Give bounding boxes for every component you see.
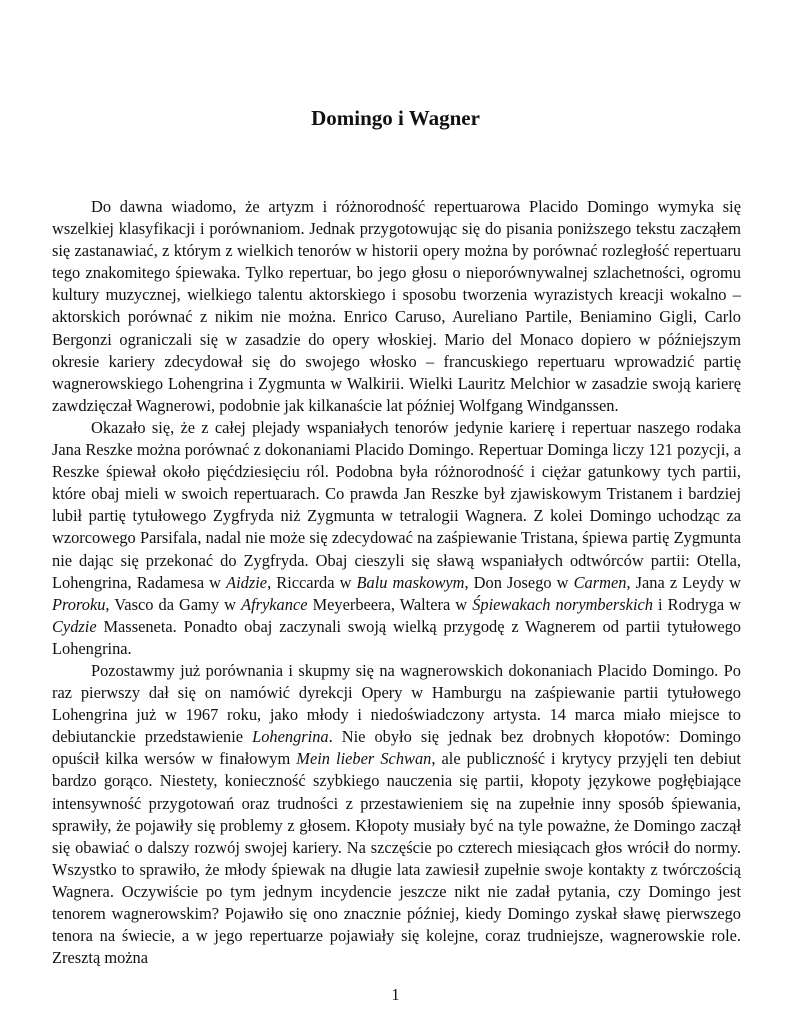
text-run: , Riccarda w bbox=[267, 572, 357, 592]
italic-run: Śpiewakach norymberskich bbox=[472, 594, 653, 614]
paragraph bbox=[52, 417, 741, 660]
text-run: Pozostawmy już porównania i skupmy się na wagnerowskich dokonaniach Placido Domingo. Po raz pierwszy dał się on namówić dyrekcji Opery w Hamburgu na zaśpiewanie partii tytułowego Lohengrina już w 1967 roku, jako młody i niedoświadczony artysta. 14 marca miało miejsce to debiutanckie przedstawienie bbox=[52, 660, 741, 747]
text-run: Okazało się, że z całej plejady wspaniałych tenorów jedynie karierę i repertuar naszego rodaka Jana Reszke można porównać z dokonaniami Placido Domingo. Repertuar Dominga liczy 121 pozycji, a Reszke śpiewał około pięćdziesięciu ról. Podobna była różnorodność i ciężar gatunkowy tych partii, które obaj mieli w swoich repertuarach. Co prawda Jan Reszke był zjawiskowym Tristanem i bardziej lubił partię tytułowego Zygfryda niż Zygmunta w tetralogii Wagnera. Z kolei Domingo uchodząc za wzorcowego Parsifala, nadal nie może się zdecydować na zaśpiewanie Tristana, śpiewa partię Zygmunta nie dając się przekonać do Zygfryda. Obaj cieszyli się sławą wspaniałych odtwórców partii: Otella, Lohengrina, Radamesa w bbox=[52, 417, 741, 592]
italic-run: Aidzie bbox=[226, 572, 268, 592]
text-run: Meyerbeera, Waltera w bbox=[307, 594, 473, 614]
text-run: Masseneta. Ponadto obaj zaczynali swoją wielką przygodę z Wagnerem od partii tytułowego Lohengrina. bbox=[52, 616, 741, 658]
italic-run: Lohengrina bbox=[252, 727, 329, 747]
text-run: , Vasco da Gamy w bbox=[105, 594, 242, 614]
paragraph bbox=[52, 196, 741, 417]
page-number: 1 bbox=[391, 985, 400, 1004]
italic-run: Cydzie bbox=[52, 616, 97, 636]
article-body bbox=[52, 196, 741, 969]
text-run: , Don Josego w bbox=[464, 572, 574, 592]
page-title: Domingo i Wagner bbox=[311, 106, 480, 130]
text-run: . Nie obyło się jednak bez drobnych kłopotów: Domingo opuścił kilka wersów w finałowym bbox=[52, 727, 741, 769]
text-run: Do dawna wiadomo, że artyzm i różnorodność repertuarowa Placido Domingo wymyka się wszelkiej klasyfikacji i porównaniom. Jednak przygotowując się do pisania poniższego tekstu zacząłem się zastanawiać, z którym z wielkich tenorów w historii opery można by porównać rozległość repertuaru tego znakomitego śpiewaka. Tylko repertuar, bo jego głosu o nieporównywalnej szlachetności, ogromu kultury muzycznej, wielkiego talentu aktorskiego i sposobu tworzenia wyrazistych kreacji wokalno – aktorskich porównać z nikim nie można. Enrico Caruso, Aureliano Partile, Beniamino Gigli, Carlo Bergonzi ograniczali się w zasadzie do opery włoskiej. Mario del Monaco dopiero w późniejszym okresie kariery zdecydował się do swojego włosko – francuskiego repertuaru wprowadzić partię wagnerowskiego Lohengrina i Zygmunta w Walkirii. Wielki Lauritz Melchior w zasadzie swoją karierę zawdzięczał Wagnerowi, podobnie jak kilkanaście lat później Wolfgang Windganssen. bbox=[52, 197, 741, 415]
italic-run: Afrykance bbox=[241, 594, 308, 614]
text-run: , Jana z Leydy w bbox=[626, 572, 741, 592]
text-run: , ale publiczność i krytycy przyjęli ten debiut bardzo gorąco. Niestety, konieczność szybkiego nauczenia się partii, kłopoty językowe pogłębiające intensywność przygotowań oraz trudności z przestawieniem się na zupełnie inny sposób śpiewania, sprawiły, że pojawiły się problemy z głosem. Kłopoty musiały być na tyle poważne, że Domingo zaczął się obawiać o dalszy rozwój swojej kariery. Na szczęście po czterech miesiącach głos wrócił do normy. Wszystko to sprawiło, że młody śpiewak na długie lata zawiesił zupełnie swoje kontakty z twórczością Wagnera. Oczywiście po tym jednym incydencie jeszcze nikt nie zadał pytania, czy Domingo jest tenorem wagnerowskim? Pojawiło się ono znacznie później, kiedy Domingo zyskał sławę pierwszego tenora na świecie, a w jego repertuarze pojawiały się kolejne, coraz trudniejsze, wagnerowskie role. Zresztą można bbox=[52, 749, 741, 968]
italic-run: Carmen bbox=[573, 572, 627, 592]
italic-run: Proroku bbox=[52, 594, 106, 614]
italic-run: Mein lieber Schwan bbox=[296, 749, 432, 769]
text-run: i Rodryga w bbox=[652, 594, 741, 614]
paragraph bbox=[52, 660, 741, 969]
italic-run: Balu maskowym bbox=[356, 572, 465, 592]
